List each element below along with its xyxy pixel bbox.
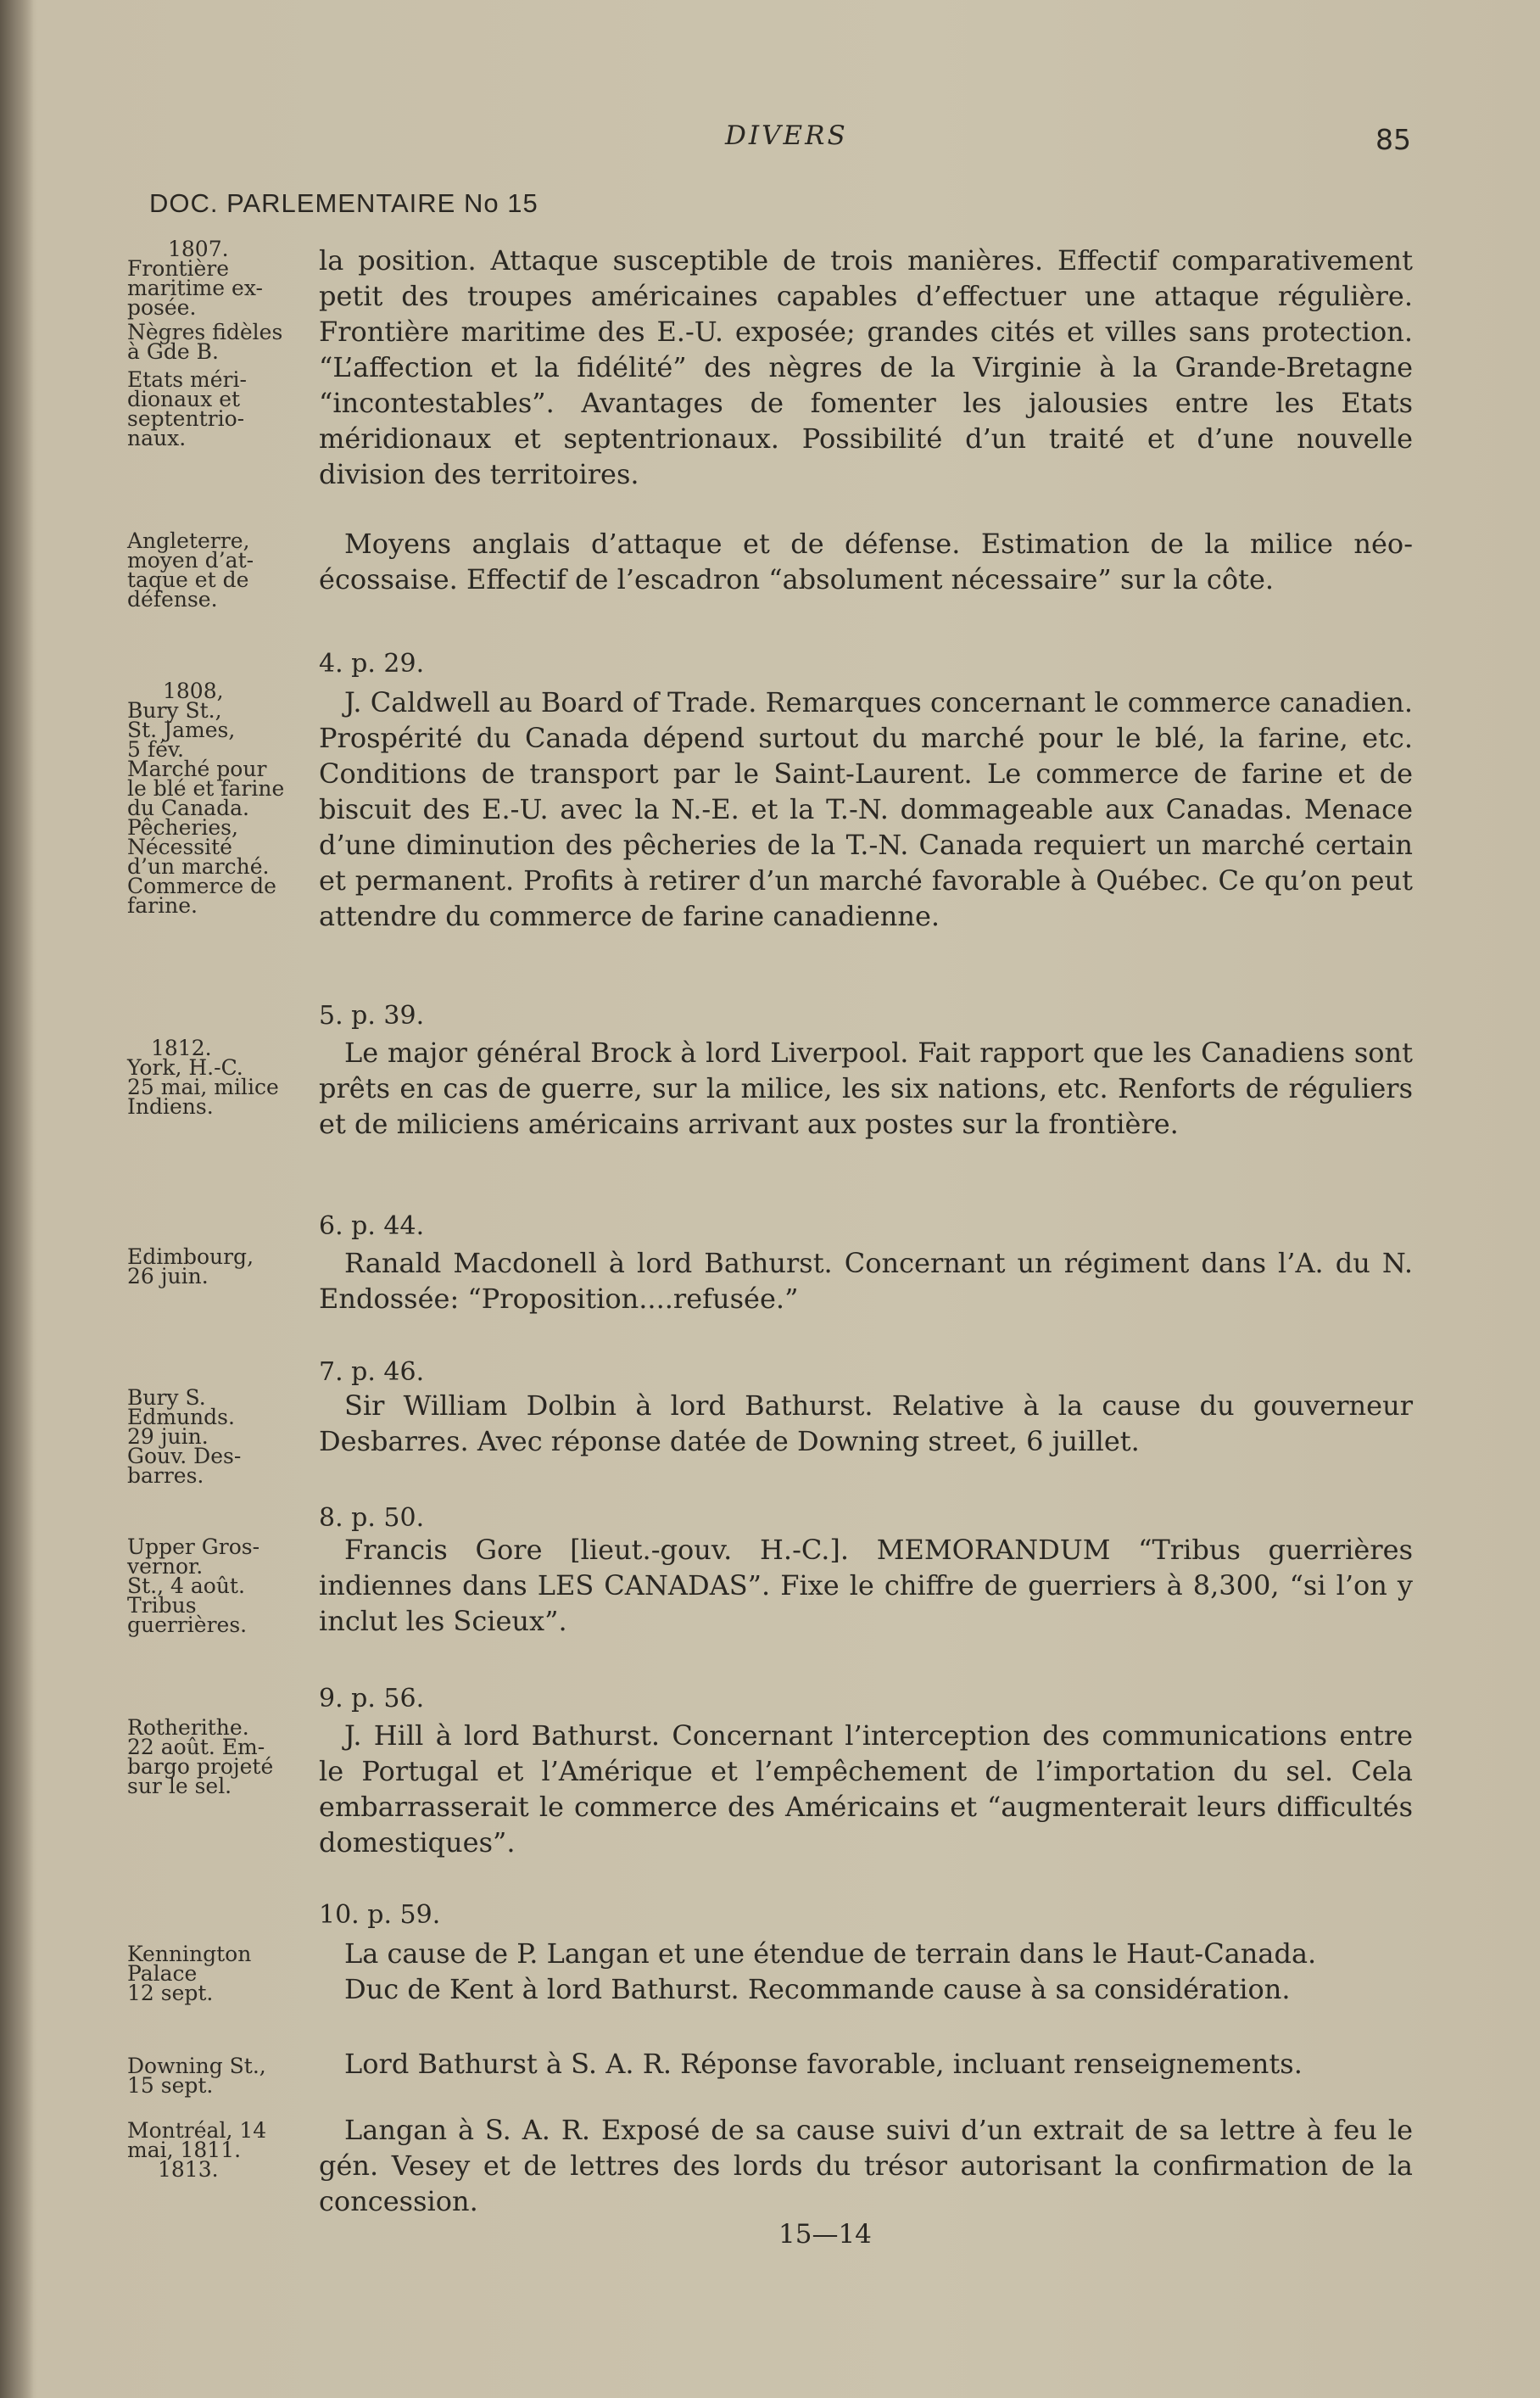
margin-note: 1808, Bury St., St. James, 5 fév. Marché pour le blé et farine du Canada. Pêcheries, Nécessité d’un marché. Commerce de farine.	[127, 679, 285, 918]
entry-text	[319, 1936, 1413, 2007]
page-number: 85	[1375, 123, 1411, 156]
entry-number: 5. p. 39.	[319, 1001, 425, 1031]
entry-text: Lord Bathurst à S. A. R. Réponse favorable, incluant renseignements.	[344, 2048, 1303, 2080]
entry-number: 6. p. 44.	[319, 1211, 425, 1241]
entry-paragraph: La cause de P. Langan et une étendue de terrain dans le Haut-Canada.	[344, 1937, 1317, 1970]
entry-number: 8. p. 50.	[319, 1503, 425, 1533]
entry-number: 4. p. 29.	[319, 649, 425, 679]
entry-number: 9. p. 56.	[319, 1684, 425, 1713]
entry-text: J. Caldwell au Board of Trade. Remarques concernant le commerce canadien. Prospérité du Canada dépend surtout du marché pour le blé, la farine, etc. Conditions de transport par le Saint-Laurent. Le commerce de farine et de biscuit des E.-U. avec la N.-E. et la T.-N. dommageable aux Canadas. Menace d’une diminution des pêcheries de la T.-N. Canada requiert un marché certain et permanent. Profits à retirer d’un marché favorable à Québec. Ce qu’on peut attendre du commerce de farine canadienne.	[319, 686, 1413, 932]
entry-text: Le major général Brock à lord Liverpool. Fait rapport que les Canadiens sont prêts en cas de guerre, sur la milice, les six nations, etc. Renforts de réguliers et de miliciens américains arrivant aux postes sur la frontière.	[319, 1037, 1413, 1140]
entry-text: Ranald Macdonell à lord Bathurst. Concernant un régiment dans l’A. du N. Endossée: “Proposition....refusée.”	[319, 1247, 1413, 1315]
entry-paragraph: Duc de Kent à lord Bathurst. Recommande cause à sa considération.	[344, 1973, 1291, 2005]
entry-text: Sir William Dolbin à lord Bathurst. Relative à la cause du gouverneur Desbarres. Avec réponse datée de Downing street, 6 juillet.	[319, 1389, 1413, 1457]
margin-note: Bury S. Edmunds. 29 juin. Gouv. Des- barres.	[127, 1385, 242, 1488]
book-spine-shadow	[0, 0, 34, 2398]
margin-note: Montréal, 14 mai, 1811. 1813.	[127, 2118, 267, 2182]
margin-note: Rotherithe. 22 août. Em- bargo projeté sur le sel.	[127, 1715, 274, 1798]
margin-note: Upper Gros- vernor. St., 4 août. Tribus guerrières.	[127, 1534, 260, 1637]
entry-text: la position. Attaque susceptible de trois manières. Effectif comparativement petit des troupes américaines capables d’effectuer une attaque régulière. Frontière maritime des E.-U. exposée; grandes cités et villes sans protection. “L’affection et la fidélité” des nègres de la Virginie à la Grande-Bretagne “incontestables”. Avantages de fomenter les jalousies entre les Etats méridionaux et septentrionaux. Possibilité d’un traité et d’une nouvelle division des territoires.	[319, 244, 1413, 490]
document-label: DOC. PARLEMENTAIRE No 15	[149, 188, 538, 218]
entry-text: Francis Gore [lieut.-gouv. H.-C.]. MEMORANDUM “Tribus guerrières indiennes dans LES CANADAS”. Fixe le chiffre de guerriers à 8,300, “si l’on y inclut les Scieux”.	[319, 1534, 1413, 1637]
margin-note: Edimbourg, 26 juin.	[127, 1244, 254, 1288]
entry-text: Moyens anglais d’attaque et de défense. Estimation de la milice néo-écossaise. Effectif de l’escadron “absolument nécessaire” sur la côte.	[319, 528, 1413, 595]
entry-text: Langan à S. A. R. Exposé de sa cause suivi d’un extrait de sa lettre à feu le gén. Vesey et de lettres des lords du trésor autorisant la confirmation de la concession.	[319, 2114, 1413, 2217]
running-head: DIVERS	[725, 120, 848, 151]
entry-text: J. Hill à lord Bathurst. Concernant l’interception des communications entre le Portugal et l’Amérique et l’empêchement de l’importation du sel. Cela embarrasserait le commerce des Américains et “augmenterait leurs difficultés domestiques”.	[319, 1719, 1413, 1859]
margin-note: 1812. York, H.-C. 25 mai, milice Indiens.	[127, 1036, 279, 1119]
margin-note: Downing St., 15 sept.	[127, 2054, 266, 2098]
margin-note: Kennington Palace 12 sept.	[127, 1942, 252, 2005]
entry-number: 7. p. 46.	[319, 1357, 425, 1387]
margin-note: Angleterre, moyen d’at- taque et de défense.	[127, 528, 254, 612]
signature-mark: 15—14	[778, 2219, 872, 2250]
entry-number: 10. p. 59.	[319, 1900, 441, 1930]
margin-note: 1807. Frontière maritime ex- posée. Nègres fidèles à Gde B. Etats méri- dionaux et septentrio- naux.	[127, 237, 283, 450]
